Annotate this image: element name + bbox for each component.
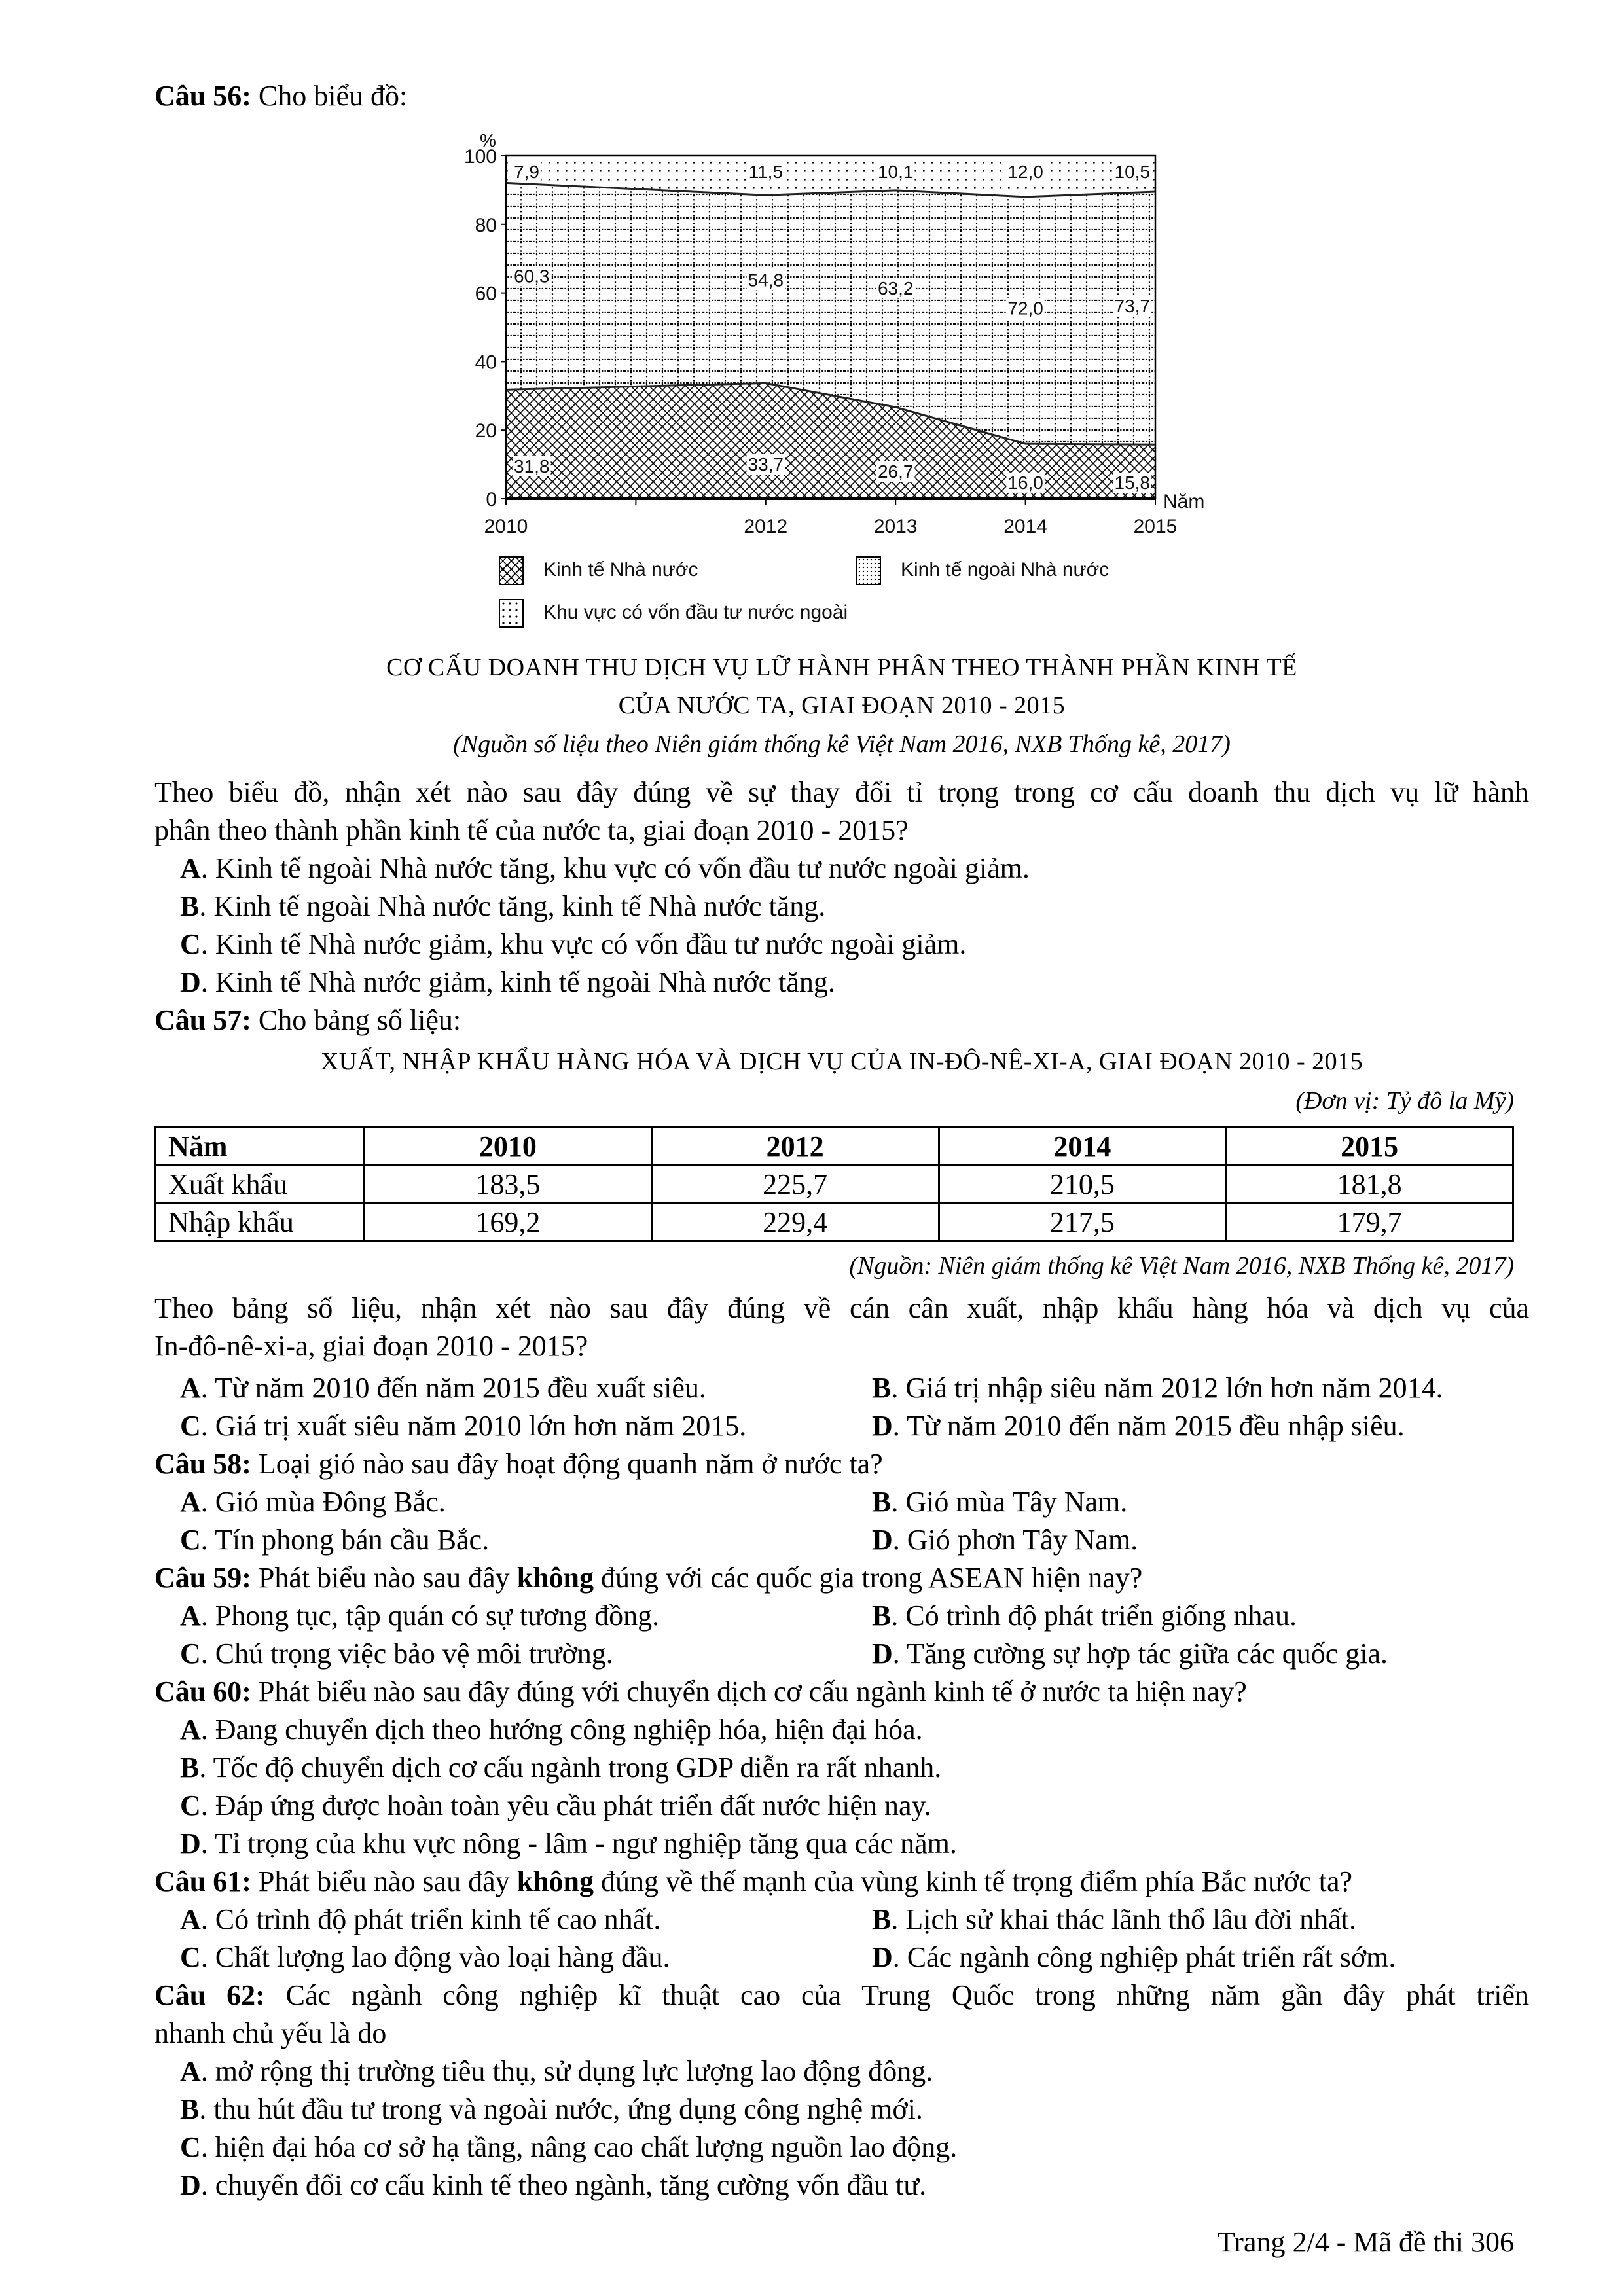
option-57-c[interactable] bbox=[180, 1407, 746, 1445]
option-letter: A bbox=[180, 852, 201, 884]
legend-label: Kinh tế Nhà nước bbox=[543, 558, 698, 581]
option-letter: B bbox=[180, 2093, 200, 2125]
legend-item-fdi bbox=[499, 599, 848, 628]
dots-swatch-icon bbox=[499, 599, 524, 628]
option-text: . Có trình độ phát triển giống nhau. bbox=[891, 1600, 1297, 1632]
option-letter: C bbox=[180, 928, 201, 960]
option-text: . Đáp ứng được hoàn toàn yêu cầu phát triển đất nước hiện nay. bbox=[200, 1789, 931, 1821]
svg-text:20: 20 bbox=[475, 420, 497, 442]
question-56-text-line2: phân theo thành phần kinh tế của nước ta, giai đoạn 2010 - 2015? bbox=[154, 814, 909, 846]
table-header-cell: Năm bbox=[156, 1128, 365, 1166]
svg-text:63,2: 63,2 bbox=[877, 278, 914, 298]
table-header-row bbox=[156, 1128, 1513, 1166]
question-prompt: Các ngành công nghiệp kĩ thuật cao của Trung Quốc trong những năm gần đây phát triển bbox=[264, 1979, 1530, 2011]
svg-text:2014: 2014 bbox=[1003, 516, 1047, 537]
question-prompt: Cho bảng số liệu: bbox=[251, 1004, 461, 1036]
svg-text:2013: 2013 bbox=[873, 516, 918, 537]
legend-label: Khu vực có vốn đầu tư nước ngoài bbox=[543, 601, 848, 623]
option-text: . Tỉ trọng của khu vực nông - lâm - ngư nghiệp tăng qua các năm. bbox=[200, 1827, 957, 1859]
svg-text:73,7: 73,7 bbox=[1114, 295, 1150, 316]
table-unit: (Đơn vị: Tỷ đô la Mỹ) bbox=[1295, 1087, 1514, 1115]
table-cell: Xuất khẩu bbox=[156, 1166, 365, 1204]
question-57-text-line2: In-đô-nê-xi-a, giai đoạn 2010 - 2015? bbox=[154, 1330, 588, 1362]
question-61-header bbox=[154, 1863, 1352, 1901]
svg-text:Năm: Năm bbox=[1163, 491, 1205, 512]
option-59-b[interactable] bbox=[872, 1597, 1297, 1635]
option-58-a[interactable] bbox=[180, 1483, 446, 1521]
question-prompt: đúng với các quốc gia trong ASEAN hiện nay? bbox=[594, 1562, 1143, 1594]
option-text: . Kinh tế Nhà nước giảm, khu vực có vốn đầu tư nước ngoài giảm. bbox=[200, 928, 967, 960]
stacked-area-chart bbox=[452, 124, 1237, 543]
question-number: Câu 57: bbox=[154, 1004, 251, 1036]
option-text: . Kinh tế ngoài Nhà nước tăng, kinh tế Nhà nước tăng. bbox=[199, 890, 826, 922]
option-57-d[interactable] bbox=[872, 1407, 1405, 1445]
table-cell: 229,4 bbox=[651, 1204, 939, 1242]
option-letter: B bbox=[872, 1903, 892, 1935]
question-57-header bbox=[154, 1001, 461, 1039]
option-letter: D bbox=[180, 2169, 201, 2201]
option-letter: A bbox=[180, 1486, 201, 1518]
dotted-grid-swatch-icon bbox=[856, 556, 881, 585]
option-letter: A bbox=[180, 1713, 201, 1746]
option-61-a[interactable] bbox=[180, 1901, 660, 1939]
option-60-a[interactable] bbox=[180, 1711, 923, 1749]
option-letter: C bbox=[180, 1789, 201, 1821]
svg-text:2012: 2012 bbox=[744, 516, 788, 537]
svg-text:2010: 2010 bbox=[484, 516, 528, 537]
option-text: . Lịch sử khai thác lãnh thổ lâu đời nhất. bbox=[891, 1903, 1356, 1935]
option-letter: A bbox=[180, 1600, 201, 1632]
option-59-a[interactable] bbox=[180, 1597, 659, 1635]
option-text: . Tín phong bán cầu Bắc. bbox=[200, 1524, 490, 1556]
option-letter: A bbox=[180, 1372, 201, 1404]
legend-item-state bbox=[499, 556, 698, 585]
svg-text:31,8: 31,8 bbox=[514, 456, 550, 477]
option-56-c[interactable] bbox=[180, 925, 966, 963]
option-59-c[interactable] bbox=[180, 1635, 613, 1673]
table-cell: 179,7 bbox=[1226, 1204, 1513, 1242]
option-text: . Có trình độ phát triển kinh tế cao nhất. bbox=[200, 1903, 661, 1935]
option-61-c[interactable] bbox=[180, 1939, 670, 1977]
option-56-a[interactable] bbox=[180, 850, 1030, 888]
question-60-header bbox=[154, 1673, 1247, 1711]
question-number: Câu 62: bbox=[154, 1979, 265, 2011]
option-60-b[interactable] bbox=[180, 1749, 941, 1787]
option-text: . Đang chuyển dịch theo hướng công nghiệp hóa, hiện đại hóa. bbox=[200, 1713, 923, 1746]
table-cell: 169,2 bbox=[365, 1204, 652, 1242]
option-letter: D bbox=[872, 1941, 893, 1973]
svg-text:26,7: 26,7 bbox=[877, 461, 914, 482]
option-letter: C bbox=[180, 1941, 201, 1973]
table-header-cell: 2014 bbox=[939, 1128, 1226, 1166]
svg-text:60,3: 60,3 bbox=[514, 266, 550, 287]
option-text: . Giá trị xuất siêu năm 2010 lớn hơn năm 2015. bbox=[200, 1410, 747, 1442]
option-text: . Giá trị nhập siêu năm 2012 lớn hơn năm 2014. bbox=[891, 1372, 1443, 1404]
question-prompt: Cho biểu đồ: bbox=[251, 80, 408, 112]
svg-text:100: 100 bbox=[463, 146, 497, 168]
emphasis-word: không bbox=[516, 1865, 594, 1897]
option-57-b[interactable] bbox=[872, 1369, 1443, 1407]
question-prompt: Loại gió nào sau đây hoạt động quanh năm ở nước ta? bbox=[251, 1448, 883, 1480]
question-prompt: Phát biểu nào sau đây đúng với chuyển dịch cơ cấu ngành kinh tế ở nước ta hiện nay? bbox=[251, 1676, 1247, 1708]
question-number: Câu 61: bbox=[154, 1865, 251, 1897]
option-text: . hiện đại hóa cơ sở hạ tầng, nâng cao chất lượng nguồn lao động. bbox=[200, 2131, 958, 2163]
option-letter: B bbox=[180, 890, 200, 922]
option-56-d[interactable] bbox=[180, 963, 835, 1001]
option-text: . Kinh tế Nhà nước giảm, kinh tế ngoài Nhà nước tăng. bbox=[200, 966, 835, 998]
svg-text:7,9: 7,9 bbox=[514, 162, 539, 182]
table-header-cell: 2015 bbox=[1226, 1128, 1513, 1166]
option-letter: A bbox=[180, 2055, 201, 2087]
option-text: . Phong tục, tập quán có sự tương đồng. bbox=[200, 1600, 660, 1632]
question-59-header bbox=[154, 1559, 1142, 1597]
chart-caption-line2: CỦA NƯỚC TA, GIAI ĐOẠN 2010 - 2015 bbox=[618, 692, 1066, 719]
svg-text:72,0: 72,0 bbox=[1007, 298, 1043, 319]
table-cell: Nhập khẩu bbox=[156, 1204, 365, 1242]
option-text: . Các ngành công nghiệp phát triển rất sớm. bbox=[892, 1941, 1396, 1973]
question-prompt: Phát biểu nào sau đây bbox=[251, 1562, 517, 1594]
question-number: Câu 60: bbox=[154, 1676, 251, 1708]
question-56-header bbox=[154, 77, 407, 115]
option-57-a[interactable] bbox=[180, 1369, 706, 1407]
question-number: Câu 59: bbox=[154, 1562, 251, 1594]
option-text: . Từ năm 2010 đến năm 2015 đều nhập siêu. bbox=[892, 1410, 1405, 1442]
question-62-text-line2: nhanh chủ yếu là do bbox=[154, 2017, 387, 2049]
option-text: . Tăng cường sự hợp tác giữa các quốc gia. bbox=[892, 1638, 1388, 1670]
legend-item-nonstate bbox=[856, 556, 1109, 585]
option-letter: D bbox=[872, 1524, 893, 1556]
svg-text:15,8: 15,8 bbox=[1114, 473, 1150, 493]
option-letter: B bbox=[872, 1600, 892, 1632]
option-letter: D bbox=[180, 966, 201, 998]
question-prompt: đúng về thế mạnh của vùng kinh tế trọng điểm phía Bắc nước ta? bbox=[594, 1865, 1353, 1897]
svg-text:80: 80 bbox=[475, 214, 497, 236]
option-62-b[interactable] bbox=[180, 2090, 923, 2128]
page-footer: Trang 2/4 - Mã đề thi 306 bbox=[1217, 2226, 1514, 2258]
table-cell: 225,7 bbox=[651, 1166, 939, 1204]
svg-text:0: 0 bbox=[486, 489, 497, 511]
svg-text:54,8: 54,8 bbox=[748, 270, 784, 291]
question-number: Câu 56: bbox=[154, 80, 251, 112]
option-text: . Từ năm 2010 đến năm 2015 đều xuất siêu. bbox=[200, 1372, 706, 1404]
table-row bbox=[156, 1204, 1513, 1242]
table-title: XUẤT, NHẬP KHẨU HÀNG HÓA VÀ DỊCH VỤ CỦA IN-ĐÔ-NÊ-XI-A, GIAI ĐOẠN 2010 - 2015 bbox=[320, 1048, 1363, 1075]
question-62-header bbox=[154, 1977, 1529, 2015]
option-letter: D bbox=[872, 1410, 893, 1442]
table-header-cell: 2012 bbox=[651, 1128, 939, 1166]
table-row bbox=[156, 1166, 1513, 1204]
option-56-b[interactable] bbox=[180, 888, 825, 925]
option-letter: C bbox=[180, 1638, 201, 1670]
table-cell: 183,5 bbox=[365, 1166, 652, 1204]
question-57-text-line1: Theo bảng số liệu, nhận xét nào sau đây đúng về cán cân xuất, nhập khẩu hàng hóa và dịch vụ của bbox=[154, 1292, 1529, 1324]
option-62-a[interactable] bbox=[180, 2053, 933, 2090]
table-source: (Nguồn: Niên giám thống kê Việt Nam 2016, NXB Thống kê, 2017) bbox=[849, 1252, 1514, 1280]
option-letter: B bbox=[180, 1751, 200, 1784]
option-58-d[interactable] bbox=[872, 1521, 1138, 1559]
option-text: . Gió mùa Đông Bắc. bbox=[200, 1486, 446, 1518]
svg-text:%: % bbox=[480, 130, 496, 151]
option-letter: C bbox=[180, 2131, 201, 2163]
option-text: . Chú trọng việc bảo vệ môi trường. bbox=[200, 1638, 613, 1670]
data-table bbox=[154, 1126, 1514, 1242]
table-cell: 210,5 bbox=[939, 1166, 1226, 1204]
question-58-header bbox=[154, 1445, 883, 1483]
option-text: . Chất lượng lao động vào loại hàng đầu. bbox=[200, 1941, 670, 1973]
option-letter: D bbox=[180, 1827, 201, 1859]
option-text: . mở rộng thị trường tiêu thụ, sử dụng lực lượng lao động đông. bbox=[200, 2055, 933, 2087]
option-58-b[interactable] bbox=[872, 1483, 1127, 1521]
table-cell: 181,8 bbox=[1226, 1166, 1513, 1204]
option-59-d[interactable] bbox=[872, 1635, 1388, 1673]
option-letter: B bbox=[872, 1486, 892, 1518]
option-text: . thu hút đầu tư trong và ngoài nước, ứng dụng công nghệ mới. bbox=[199, 2093, 923, 2125]
emphasis-word: không bbox=[516, 1562, 594, 1594]
chart-caption-line1: CƠ CẤU DOANH THU DỊCH VỤ LỮ HÀNH PHÂN THEO THÀNH PHẦN KINH TẾ bbox=[386, 654, 1297, 681]
option-text: . Gió mùa Tây Nam. bbox=[891, 1486, 1128, 1518]
svg-text:11,5: 11,5 bbox=[748, 162, 784, 182]
option-62-c[interactable] bbox=[180, 2128, 957, 2166]
option-58-c[interactable] bbox=[180, 1521, 489, 1559]
question-prompt: Phát biểu nào sau đây bbox=[251, 1865, 517, 1897]
option-61-b[interactable] bbox=[872, 1901, 1356, 1939]
table-cell: 217,5 bbox=[939, 1204, 1226, 1242]
option-letter: B bbox=[872, 1372, 892, 1404]
option-letter: A bbox=[180, 1903, 201, 1935]
option-text: . Kinh tế ngoài Nhà nước tăng, khu vực có vốn đầu tư nước ngoài giảm. bbox=[200, 852, 1030, 884]
option-letter: C bbox=[180, 1524, 201, 1556]
question-56-text-line1: Theo biểu đồ, nhận xét nào sau đây đúng về sự thay đổi tỉ trọng trong cơ cấu doanh thu dịch vụ lữ hành bbox=[154, 776, 1529, 808]
legend-label: Kinh tế ngoài Nhà nước bbox=[901, 558, 1110, 581]
svg-text:40: 40 bbox=[475, 351, 497, 374]
question-number: Câu 58: bbox=[154, 1448, 251, 1480]
table-header-cell: 2010 bbox=[365, 1128, 652, 1166]
option-62-d[interactable] bbox=[180, 2166, 926, 2204]
svg-text:60: 60 bbox=[475, 283, 497, 305]
svg-text:16,0: 16,0 bbox=[1007, 472, 1043, 493]
svg-text:10,5: 10,5 bbox=[1114, 162, 1150, 182]
option-text: . chuyển đổi cơ cấu kinh tế theo ngành, tăng cường vốn đầu tư. bbox=[200, 2169, 927, 2201]
svg-text:10,1: 10,1 bbox=[877, 162, 914, 182]
option-letter: D bbox=[872, 1638, 893, 1670]
svg-text:2015: 2015 bbox=[1133, 516, 1178, 537]
option-letter: C bbox=[180, 1410, 201, 1442]
option-60-d[interactable] bbox=[180, 1825, 957, 1863]
option-text: . Gió phơn Tây Nam. bbox=[892, 1524, 1138, 1556]
chart-source: (Nguồn số liệu theo Niên giám thống kê Việt Nam 2016, NXB Thống kê, 2017) bbox=[453, 730, 1231, 758]
svg-text:33,7: 33,7 bbox=[748, 454, 784, 475]
option-text: . Tốc độ chuyển dịch cơ cấu ngành trong GDP diễn ra rất nhanh. bbox=[199, 1751, 942, 1784]
option-60-c[interactable] bbox=[180, 1787, 931, 1825]
svg-text:12,0: 12,0 bbox=[1007, 162, 1043, 182]
option-61-d[interactable] bbox=[872, 1939, 1396, 1977]
crosshatch-swatch-icon bbox=[499, 556, 524, 585]
